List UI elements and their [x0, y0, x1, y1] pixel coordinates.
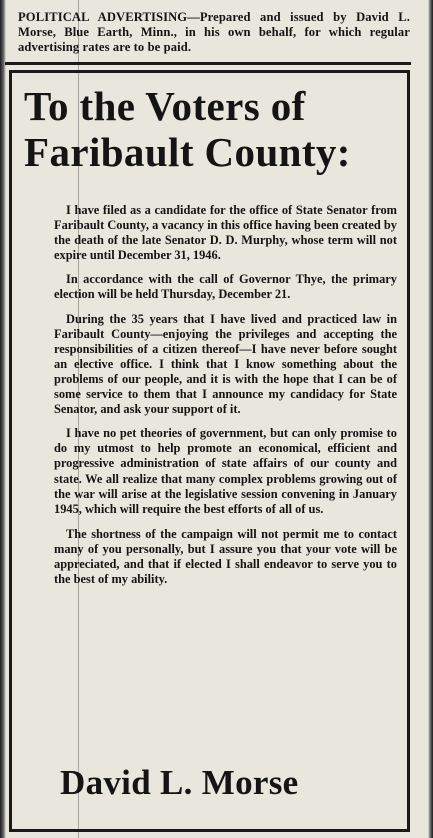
paragraph-closing: The shortness of the campaign will not permit me to contact many of you personally, but I assure you that your vote will be appreciated, and that if elected I shall endeavor to serve you to the best of my ability.: [54, 526, 397, 587]
signature-name: David L. Morse: [60, 763, 299, 802]
headline-line-2: Faribault County:: [24, 129, 351, 175]
headline: [24, 83, 394, 175]
paragraph-background: During the 35 years that I have lived and practiced law in Faribault County—enjoying the privileges and accepting the responsibilities of a citizen thereof—I have never before sought an elective office. I think that I know something about the problems of our people, and it is with the hope that I can be of some service to them that I announce my candidacy for State Senator, and ask your support of it.: [54, 311, 397, 417]
advertisement-box: [9, 70, 410, 832]
scan-edge-left: [0, 0, 6, 838]
paragraph-platform: I have no pet theories of government, but can only promise to do my utmost to help promote an economical, efficient and progressive administration of state affairs of our county and state. We all realize that many complex problems growing out of the war will arise at the legislative session convening in January 1945, which will require the best efforts of all of us.: [54, 426, 397, 516]
paragraph-primary-election: In accordance with the call of Governor Thye, the primary election will be held Thursday, December 21.: [54, 272, 397, 302]
headline-line-1: To the Voters of: [24, 83, 306, 129]
advertisement-body: [54, 203, 397, 599]
scan-edge-right: [428, 0, 433, 838]
header-rule: [5, 62, 411, 65]
political-advertising-notice: POLITICAL ADVERTISING—Prepared and issued by David L. Morse, Blue Earth, Minn., in his own behalf, for which regular advertising rates are to be paid.: [18, 10, 410, 54]
paragraph-candidacy-filing: I have filed as a candidate for the office of State Senator from Faribault County, a vacancy in this office having been created by the death of the late Senator D. D. Murphy, whose term will not expire until December 31, 1946.: [54, 203, 397, 263]
